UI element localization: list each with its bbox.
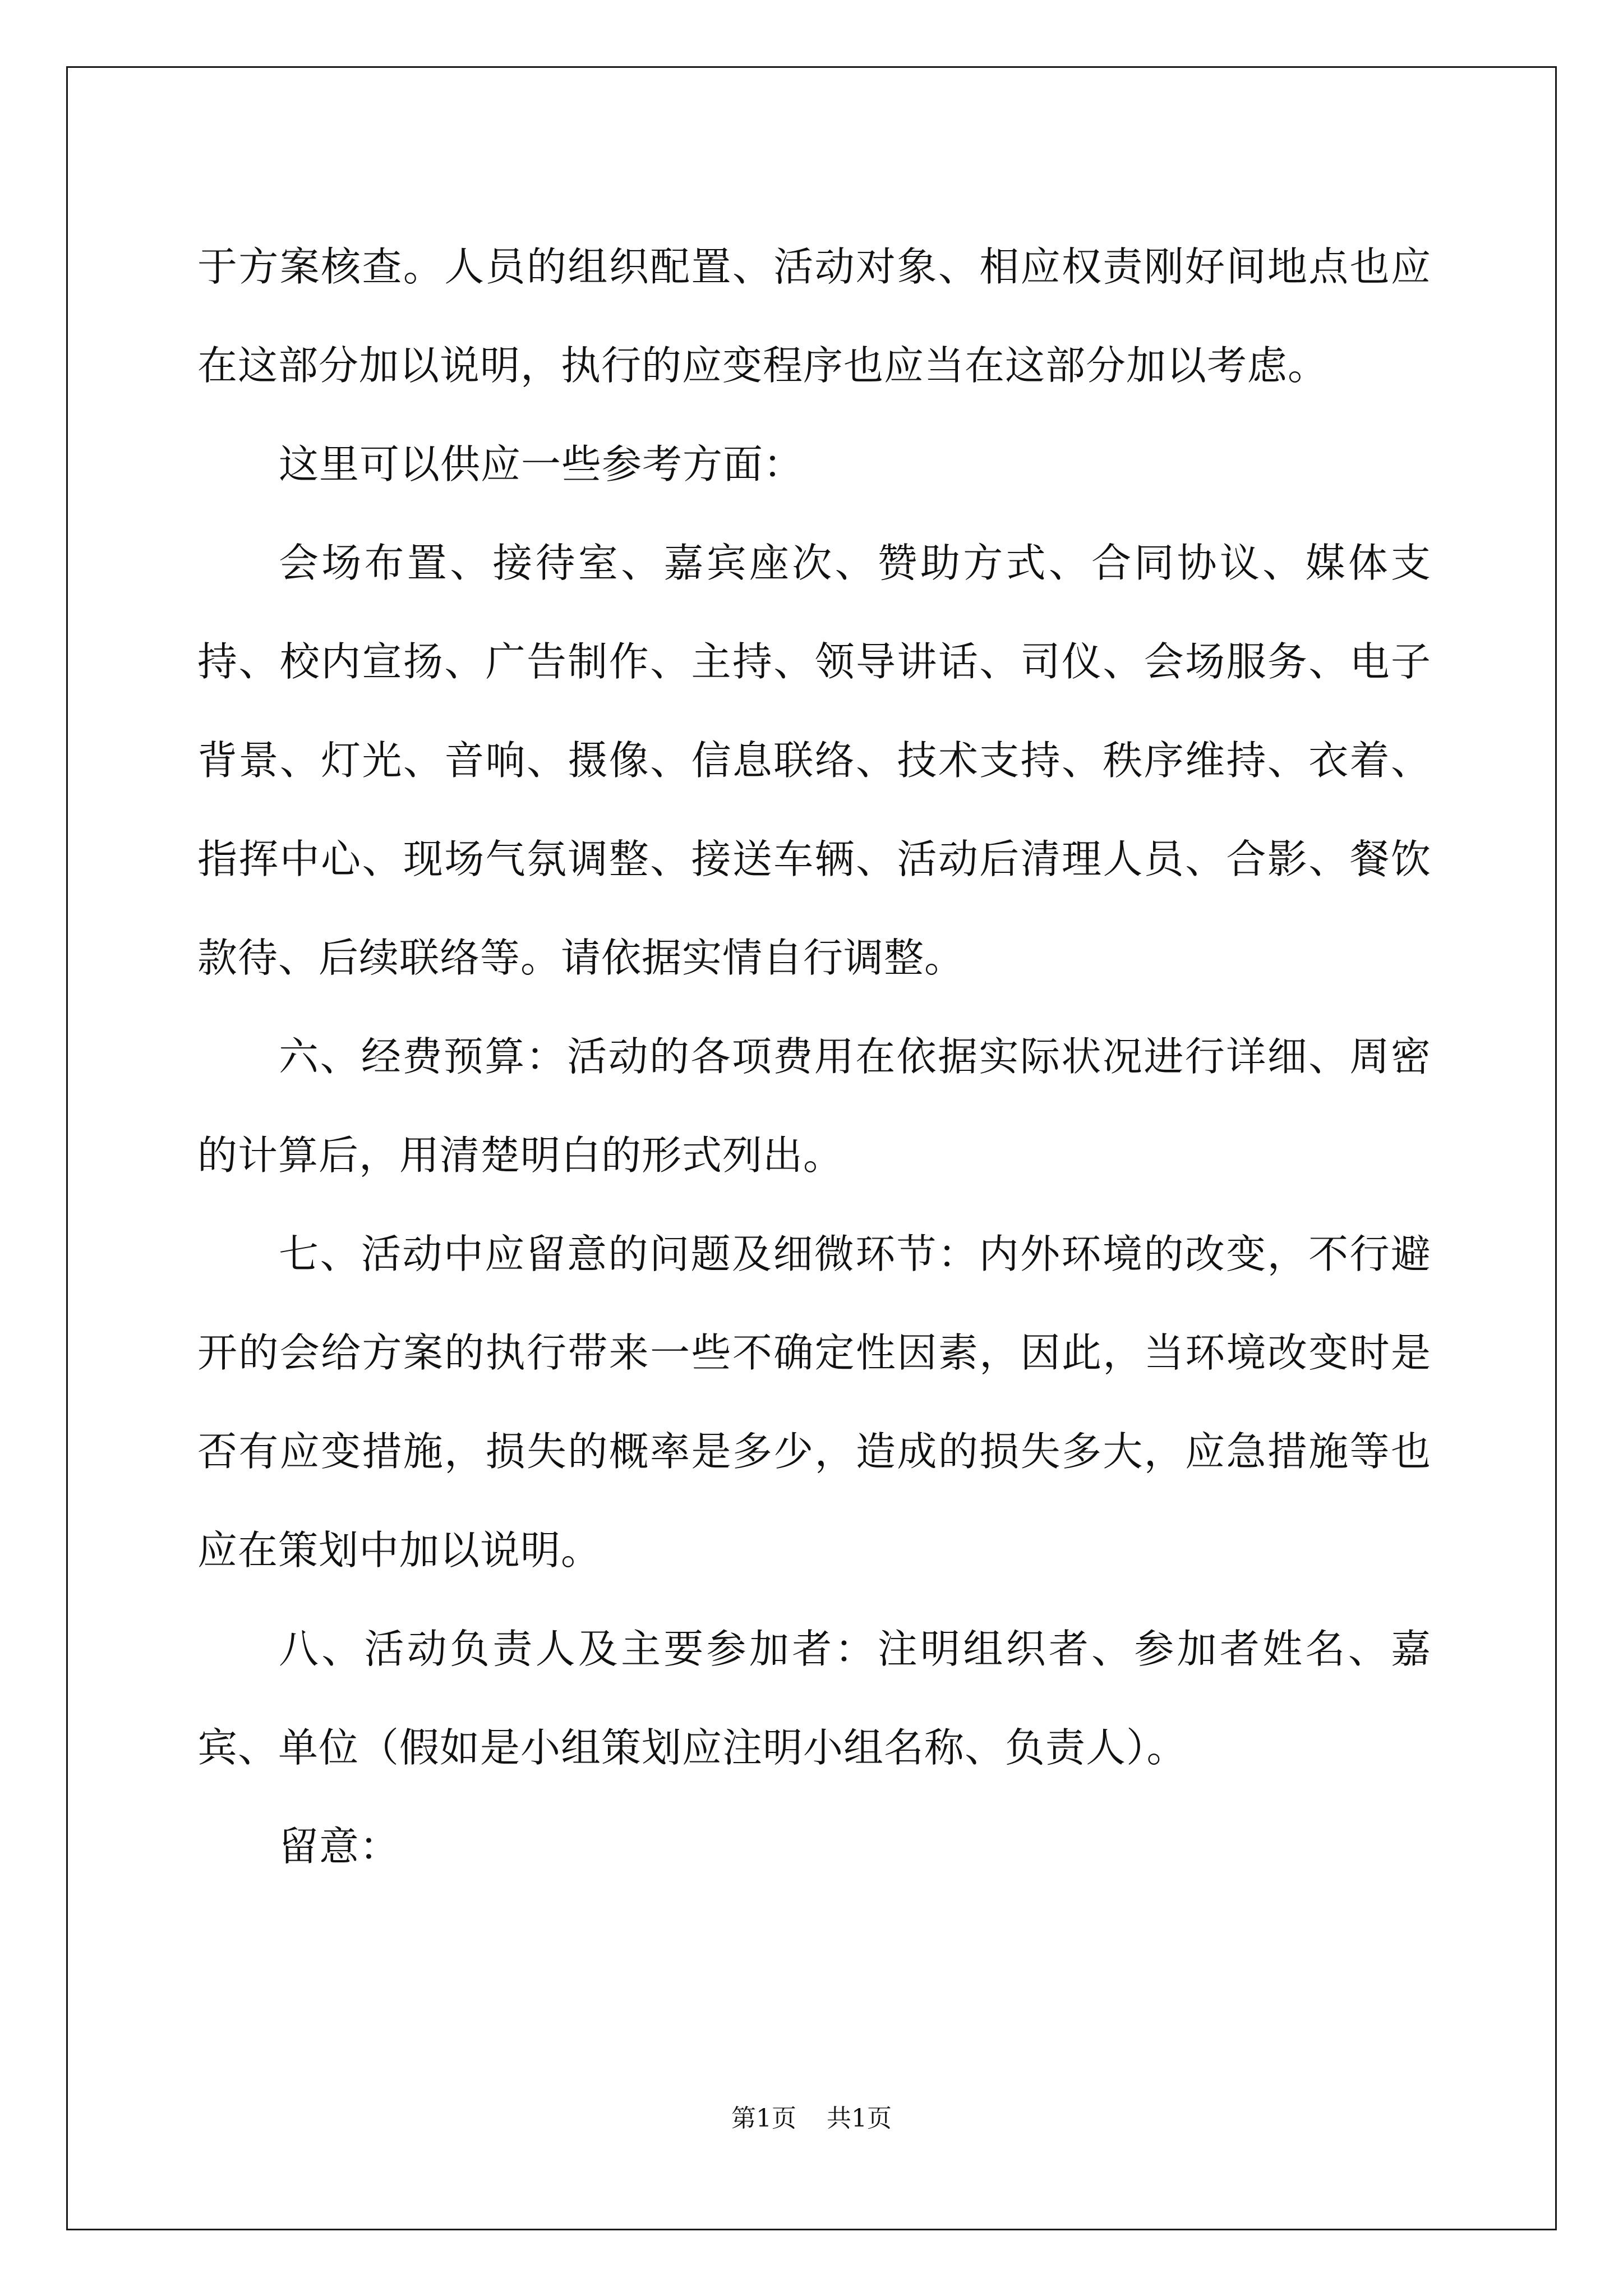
- paragraph-continuation: 于方案核查。人员的组织配置、活动对象、相应权责刚好间地点也应在这部分加以说明，执行的应变程序也应当在这部分加以考虑。: [197, 243, 1431, 389]
- document-body: [197, 218, 1431, 1896]
- paragraph-budget: 六、经费预算：活动的各项费用在依据实际状况进行详细、周密的计算后，用清楚明白的形式列出。: [197, 1033, 1431, 1179]
- paragraph-reference-list: 会场布置、接待室、嘉宾座次、赞助方式、合同协议、媒体支持、校内宣扬、广告制作、主持、领导讲话、司仪、会场服务、电子背景、灯光、音响、摄像、信息联络、技术支持、秩序维持、衣着、指挥中心、现场气氛调整、接送车辆、活动后清理人员、合影、餐饮款待、后续联络等。请依据实情自行调整。: [197, 540, 1431, 981]
- page-number-current: 第1页: [731, 2104, 796, 2133]
- page-footer: [0, 2098, 1623, 2134]
- paragraph-responsible-persons: 八、活动负责人及主要参加者：注明组织者、参加者姓名、嘉宾、单位（假如是小组策划应注明小组名称、负责人）。: [197, 1626, 1431, 1771]
- paragraph-reference-intro: 这里可以供应一些参考方面：: [279, 441, 804, 487]
- paragraph-notice: 留意：: [279, 1823, 400, 1870]
- paragraph-attention-issues: 七、活动中应留意的问题及细微环节：内外环境的改变，不行避开的会给方案的执行带来一些不确定性因素，因此，当环境改变时是否有应变措施，损失的概率是多少，造成的损失多大，应急措施等也应在策划中加以说明。: [197, 1231, 1431, 1573]
- page-number-total: 共1页: [827, 2104, 892, 2133]
